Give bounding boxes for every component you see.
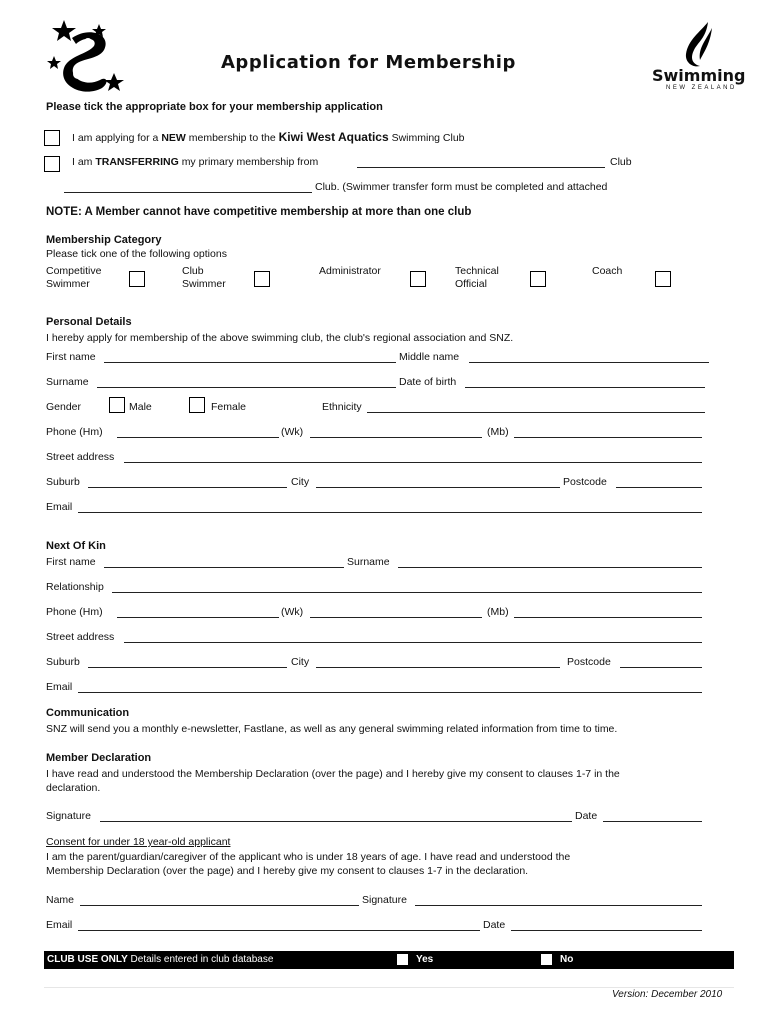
transfer-mid-text: my primary membership from bbox=[181, 156, 319, 168]
phone-mb-field[interactable] bbox=[514, 437, 702, 438]
personal-intro: I hereby apply for membership of the above swimming club, the club's regional association and SNZ. bbox=[46, 332, 514, 344]
transfer-pre-text: I am bbox=[72, 156, 93, 168]
swimming-nz-logo bbox=[648, 18, 748, 94]
gender-label: Gender bbox=[46, 401, 82, 413]
club-use-bar bbox=[44, 951, 734, 969]
form-title: Application for Membership bbox=[221, 52, 516, 73]
club-logo-icon bbox=[44, 18, 126, 94]
personal-heading: Personal Details bbox=[46, 316, 132, 328]
kin-city-label: City bbox=[291, 656, 310, 668]
kin-city-field[interactable] bbox=[316, 667, 560, 668]
email-field[interactable] bbox=[78, 512, 702, 513]
phone-wk-field[interactable] bbox=[310, 437, 482, 438]
footer-divider bbox=[44, 987, 734, 988]
declaration-line1: I have read and understood the Membership Declaration (over the page) and I hereby give my consent to clauses 1-7 in the bbox=[46, 768, 620, 780]
coach-checkbox[interactable] bbox=[655, 271, 671, 287]
competitive-checkbox[interactable] bbox=[129, 271, 145, 287]
club-use-label bbox=[47, 954, 273, 965]
category-option-competitive bbox=[46, 265, 101, 291]
declaration-line2: declaration. bbox=[46, 782, 101, 794]
city-field[interactable] bbox=[316, 487, 560, 488]
kin-suburb-field[interactable] bbox=[88, 667, 287, 668]
relationship-field[interactable] bbox=[112, 592, 702, 593]
consent-line2: Membership Declaration (over the page) and I hereby give my consent to clauses 1-7 in the declaration. bbox=[46, 865, 529, 877]
consent-line1: I am the parent/guardian/caregiver of the applicant who is under 18 years of age. I have read and understood the bbox=[46, 851, 571, 863]
kin-phone-wk-label: (Wk) bbox=[281, 606, 304, 618]
club-line1: Club bbox=[182, 265, 204, 277]
kin-surname-field[interactable] bbox=[398, 567, 702, 568]
male-label: Male bbox=[129, 401, 152, 413]
competitive-line1: Competitive bbox=[46, 265, 102, 277]
date-field[interactable] bbox=[603, 821, 702, 822]
category-option-administrator: Administrator bbox=[319, 265, 381, 277]
version-text: Version: December 2010 bbox=[612, 989, 723, 1000]
relationship-label: Relationship bbox=[46, 581, 104, 593]
kin-first-name-field[interactable] bbox=[104, 567, 344, 568]
guardian-email-field[interactable] bbox=[78, 930, 480, 931]
guardian-signature-label: Signature bbox=[362, 894, 407, 906]
guardian-signature-field[interactable] bbox=[415, 905, 702, 906]
category-option-club bbox=[182, 265, 226, 291]
kin-postcode-field[interactable] bbox=[620, 667, 702, 668]
transfer-to-field[interactable] bbox=[64, 192, 312, 193]
first-name-label: First name bbox=[46, 351, 96, 363]
technical-official-checkbox[interactable] bbox=[530, 271, 546, 287]
suburb-label: Suburb bbox=[46, 476, 80, 488]
communication-text: SNZ will send you a monthly e-newsletter, Fastlane, as well as any general swimming related information from time to time. bbox=[46, 723, 618, 735]
no-label: No bbox=[560, 954, 574, 965]
club-name: Kiwi West Aquatics bbox=[278, 130, 389, 144]
kin-surname-label: Surname bbox=[347, 556, 390, 568]
note-text: NOTE: A Member cannot have competitive membership at more than one club bbox=[46, 206, 472, 218]
club-line2: Swimmer bbox=[182, 278, 226, 290]
guardian-email-label: Email bbox=[46, 919, 73, 931]
club-use-bold: CLUB USE ONLY bbox=[47, 954, 128, 965]
kin-phone-hm-label: Phone (Hm) bbox=[46, 606, 103, 618]
transfer-bold-text: TRANSFERRING bbox=[95, 156, 179, 168]
male-checkbox[interactable] bbox=[109, 397, 125, 413]
declaration-heading: Member Declaration bbox=[46, 752, 152, 764]
kin-suburb-label: Suburb bbox=[46, 656, 80, 668]
dob-label: Date of birth bbox=[399, 376, 457, 388]
instruction-text: Please tick the appropriate box for your membership application bbox=[46, 101, 383, 113]
phone-hm-field[interactable] bbox=[117, 437, 279, 438]
category-subtext: Please tick one of the following options bbox=[46, 248, 227, 260]
kin-street-field[interactable] bbox=[124, 642, 702, 643]
ethnicity-field[interactable] bbox=[367, 412, 705, 413]
transfer-club-label: Club bbox=[610, 156, 632, 168]
phone-mb-label: (Mb) bbox=[487, 426, 509, 438]
communication-heading: Communication bbox=[46, 707, 130, 719]
guardian-date-label: Date bbox=[483, 919, 506, 931]
middle-name-label: Middle name bbox=[399, 351, 460, 363]
category-option-coach: Coach bbox=[592, 265, 623, 277]
transfer-line2: Club. (Swimmer transfer form must be completed and attached bbox=[315, 181, 608, 193]
female-label: Female bbox=[211, 401, 247, 413]
kin-phone-mb-field[interactable] bbox=[514, 617, 702, 618]
signature-label: Signature bbox=[46, 810, 91, 822]
kin-email-label: Email bbox=[46, 681, 73, 693]
phone-wk-label: (Wk) bbox=[281, 426, 304, 438]
surname-label: Surname bbox=[46, 376, 89, 388]
technical-line2: Official bbox=[455, 278, 487, 290]
yes-checkbox[interactable] bbox=[397, 954, 408, 965]
technical-line1: Technical bbox=[455, 265, 499, 277]
kin-street-label: Street address bbox=[46, 631, 115, 643]
email-label: Email bbox=[46, 501, 73, 513]
signature-field[interactable] bbox=[100, 821, 572, 822]
new-membership-checkbox[interactable] bbox=[44, 130, 60, 146]
transfer-from-field[interactable] bbox=[357, 167, 605, 168]
guardian-name-field[interactable] bbox=[80, 905, 359, 906]
swimmer-logo-icon bbox=[648, 18, 748, 70]
kin-postcode-label: Postcode bbox=[567, 656, 611, 668]
guardian-name-label: Name bbox=[46, 894, 75, 906]
category-heading: Membership Category bbox=[46, 234, 162, 246]
transfer-label bbox=[72, 156, 318, 168]
first-name-field[interactable] bbox=[104, 362, 396, 363]
city-label: City bbox=[291, 476, 310, 488]
yes-label: Yes bbox=[416, 954, 434, 965]
middle-name-field[interactable] bbox=[469, 362, 709, 363]
kin-first-name-label: First name bbox=[46, 556, 96, 568]
date-label: Date bbox=[575, 810, 598, 822]
ethnicity-label: Ethnicity bbox=[322, 401, 362, 413]
postcode-label: Postcode bbox=[563, 476, 607, 488]
kin-phone-wk-field[interactable] bbox=[310, 617, 482, 618]
consent-heading: Consent for under 18 year-old applicant bbox=[46, 836, 231, 848]
administrator-checkbox[interactable] bbox=[410, 271, 426, 287]
kin-email-field[interactable] bbox=[78, 692, 702, 693]
kin-heading: Next Of Kin bbox=[46, 540, 106, 552]
club-logo bbox=[44, 18, 126, 94]
new-mid-text: membership to the bbox=[188, 132, 276, 144]
category-option-technical bbox=[455, 265, 499, 291]
logo-subtitle: NEW ZEALAND bbox=[666, 85, 737, 91]
new-post-text: Swimming Club bbox=[391, 132, 465, 144]
club-use-text: Details entered in club database bbox=[130, 954, 274, 965]
female-checkbox[interactable] bbox=[189, 397, 205, 413]
kin-phone-mb-label: (Mb) bbox=[487, 606, 509, 618]
competitive-line2: Swimmer bbox=[46, 278, 90, 290]
new-bold-text: NEW bbox=[161, 132, 186, 144]
dob-field[interactable] bbox=[465, 387, 705, 388]
guardian-date-field[interactable] bbox=[511, 930, 702, 931]
new-membership-label bbox=[72, 130, 465, 144]
logo-word: Swimming bbox=[652, 66, 746, 85]
phone-hm-label: Phone (Hm) bbox=[46, 426, 103, 438]
no-checkbox[interactable] bbox=[541, 954, 552, 965]
club-swimmer-checkbox[interactable] bbox=[254, 271, 270, 287]
new-pre-text: I am applying for a bbox=[72, 132, 159, 144]
surname-field[interactable] bbox=[97, 387, 396, 388]
transfer-membership-checkbox[interactable] bbox=[44, 156, 60, 172]
postcode-field[interactable] bbox=[616, 487, 702, 488]
kin-phone-hm-field[interactable] bbox=[117, 617, 279, 618]
street-field[interactable] bbox=[124, 462, 702, 463]
suburb-field[interactable] bbox=[88, 487, 287, 488]
street-label: Street address bbox=[46, 451, 115, 463]
